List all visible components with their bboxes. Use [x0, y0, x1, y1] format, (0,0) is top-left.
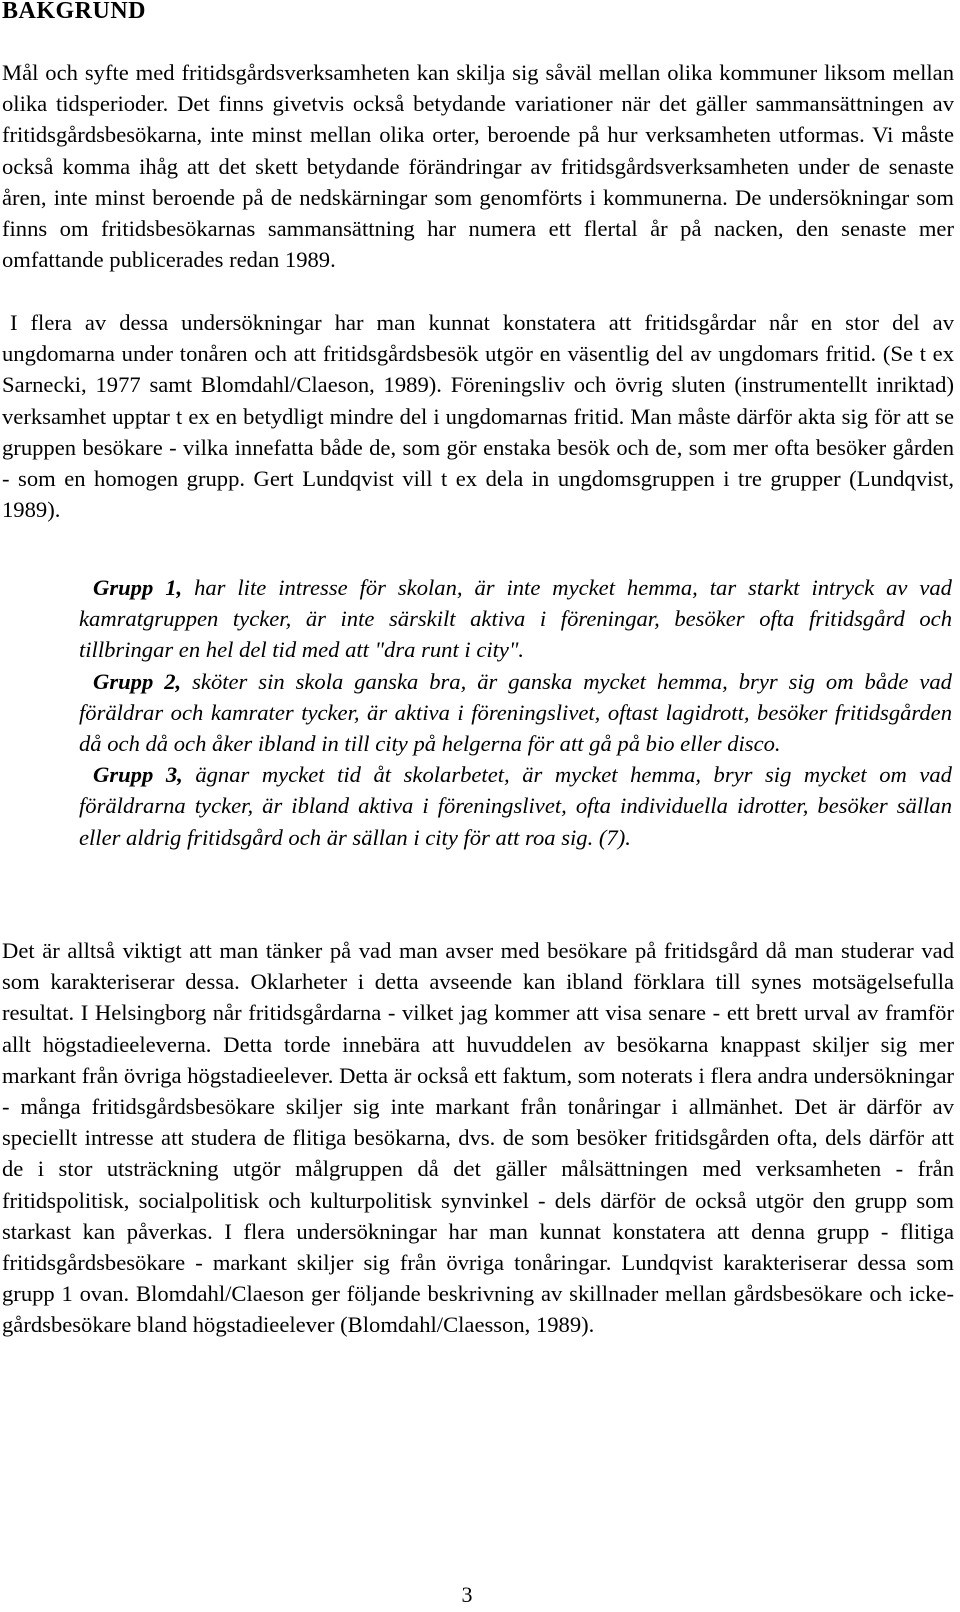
group-item-3 — [79, 759, 952, 853]
group-description: har lite intresse för skolan, är inte mycket hemma, tar starkt intryck av vad kamratgruppen tycker, är inte särskilt aktiva i föreningar, besöker ofta fritidsgård och tillbringar en hel del tid med att "dra runt i city". — [79, 575, 952, 663]
group-item-1 — [79, 572, 952, 666]
group-label: Grupp 1, — [93, 575, 183, 600]
group-label: Grupp 2, — [93, 668, 182, 694]
page-number: 3 — [461, 1582, 473, 1607]
group-description: ägnar mycket tid åt skolarbetet, är mycket hemma, bryr sig mycket om vad föräldrarna tycker, är ibland aktiva i föreningslivet, ofta individuella idrotter, besöker sällan eller aldrig fritidsgård och är sällan i city för att roa sig. (7). — [79, 762, 952, 850]
group-item-2 — [79, 666, 952, 760]
paragraph-surveys: I flera av dessa undersökningar har man kunnat konstatera att fritidsgårdar når en stor del av ungdomarna under tonåren och att fritidsgårdsbesök utgör en väsentlig del av ungdomars fritid. (Se t ex Sarnecki, 1977 samt Blomdahl/Claeson, 1989). Föreningsliv och övrig sluten (instrumentellt inriktad) verksamhet upptar t ex en betydligt mindre del i ungdomarnas fritid. Man måste därför akta sig för att se gruppen besökare - vilka innefatta både de, som gör enstaka besök och de, som mer ofta besöker gården - som en homogen grupp. Gert Lundqvist vill t ex dela in ungdomsgruppen i tre grupper (Lundqvist, 1989). — [2, 310, 954, 523]
paragraph-conclusion: Det är alltså viktigt att man tänker på vad man avser med besökare på fritidsgård då man studerar vad som karakteriserar dessa. Oklarheter i detta avseende kan ibland förklara till synes motsägelsefulla resultat. I Helsingborg når fritidsgårdarna - vilket jag kommer att visa senare - ett brett urval av framför allt högstadieeleverna. Detta torde innebära att huvuddelen av besökarna knappast skiljer sig mer markant från övriga högstadieelever. Detta är också ett faktum, som noterats i flera andra undersökningar - många fritidsgårdsbesökare skiljer sig inte markant från tonåringar i allmänhet. Det är därför av speciellt intresse att studera de flitiga besökarna, dvs. de som besöker fritidsgården ofta, dels därför att de i stor utsträckning utgör målgruppen då det gäller målsättningen med verksamheten - från fritidspolitisk, socialpolitisk och kulturpolitisk synvinkel - dels därför de också utgör den grupp som starkast kan påverkas. I flera undersökningar har man kunnat konstatera att denna grupp - flitiga fritidsgårdsbesökare - markant skiljer sig från övriga tonåringar. Lundqvist karakteriserar dessa som grupp 1 ovan. Blomdahl/Claeson ger följande beskrivning av skillnader mellan gårdsbesökare och icke-gårdsbesökare bland högstadieelever (Blomdahl/Claesson, 1989). — [2, 938, 954, 1338]
group-list — [79, 572, 952, 853]
group-description: sköter sin skola ganska bra, är ganska mycket hemma, bryr sig om både vad föräldrar och kamrater tycker, är aktiva i föreningslivet, oftast lagidrott, besöker fritidsgården då och då och åker ibland in till city på helgerna för att gå på bio eller disco. — [79, 668, 952, 757]
group-label: Grupp 3, — [93, 762, 183, 788]
section-heading: BAKGRUND — [2, 0, 147, 24]
paragraph-intro: Mål och syfte med fritidsgårdsverksamheten kan skilja sig såväl mellan olika kommuner liksom mellan olika tidsperioder. Det finns givetvis också betydande variationer när det gäller sammansättningen av fritidsgårdsbesökarna, inte minst mellan olika orter, beroende på hur verksamheten utformas. Vi måste också komma ihåg att det skett betydande förändringar av fritidsgårdsverksamheten under de senaste åren, inte minst beroende på de nedskärningar som genomförts i kommunerna. De undersökningar som finns om fritidsbesökarnas sammansättning har numera ett flertal år på nacken, den senaste mer omfattande publicerades redan 1989. — [2, 60, 954, 273]
